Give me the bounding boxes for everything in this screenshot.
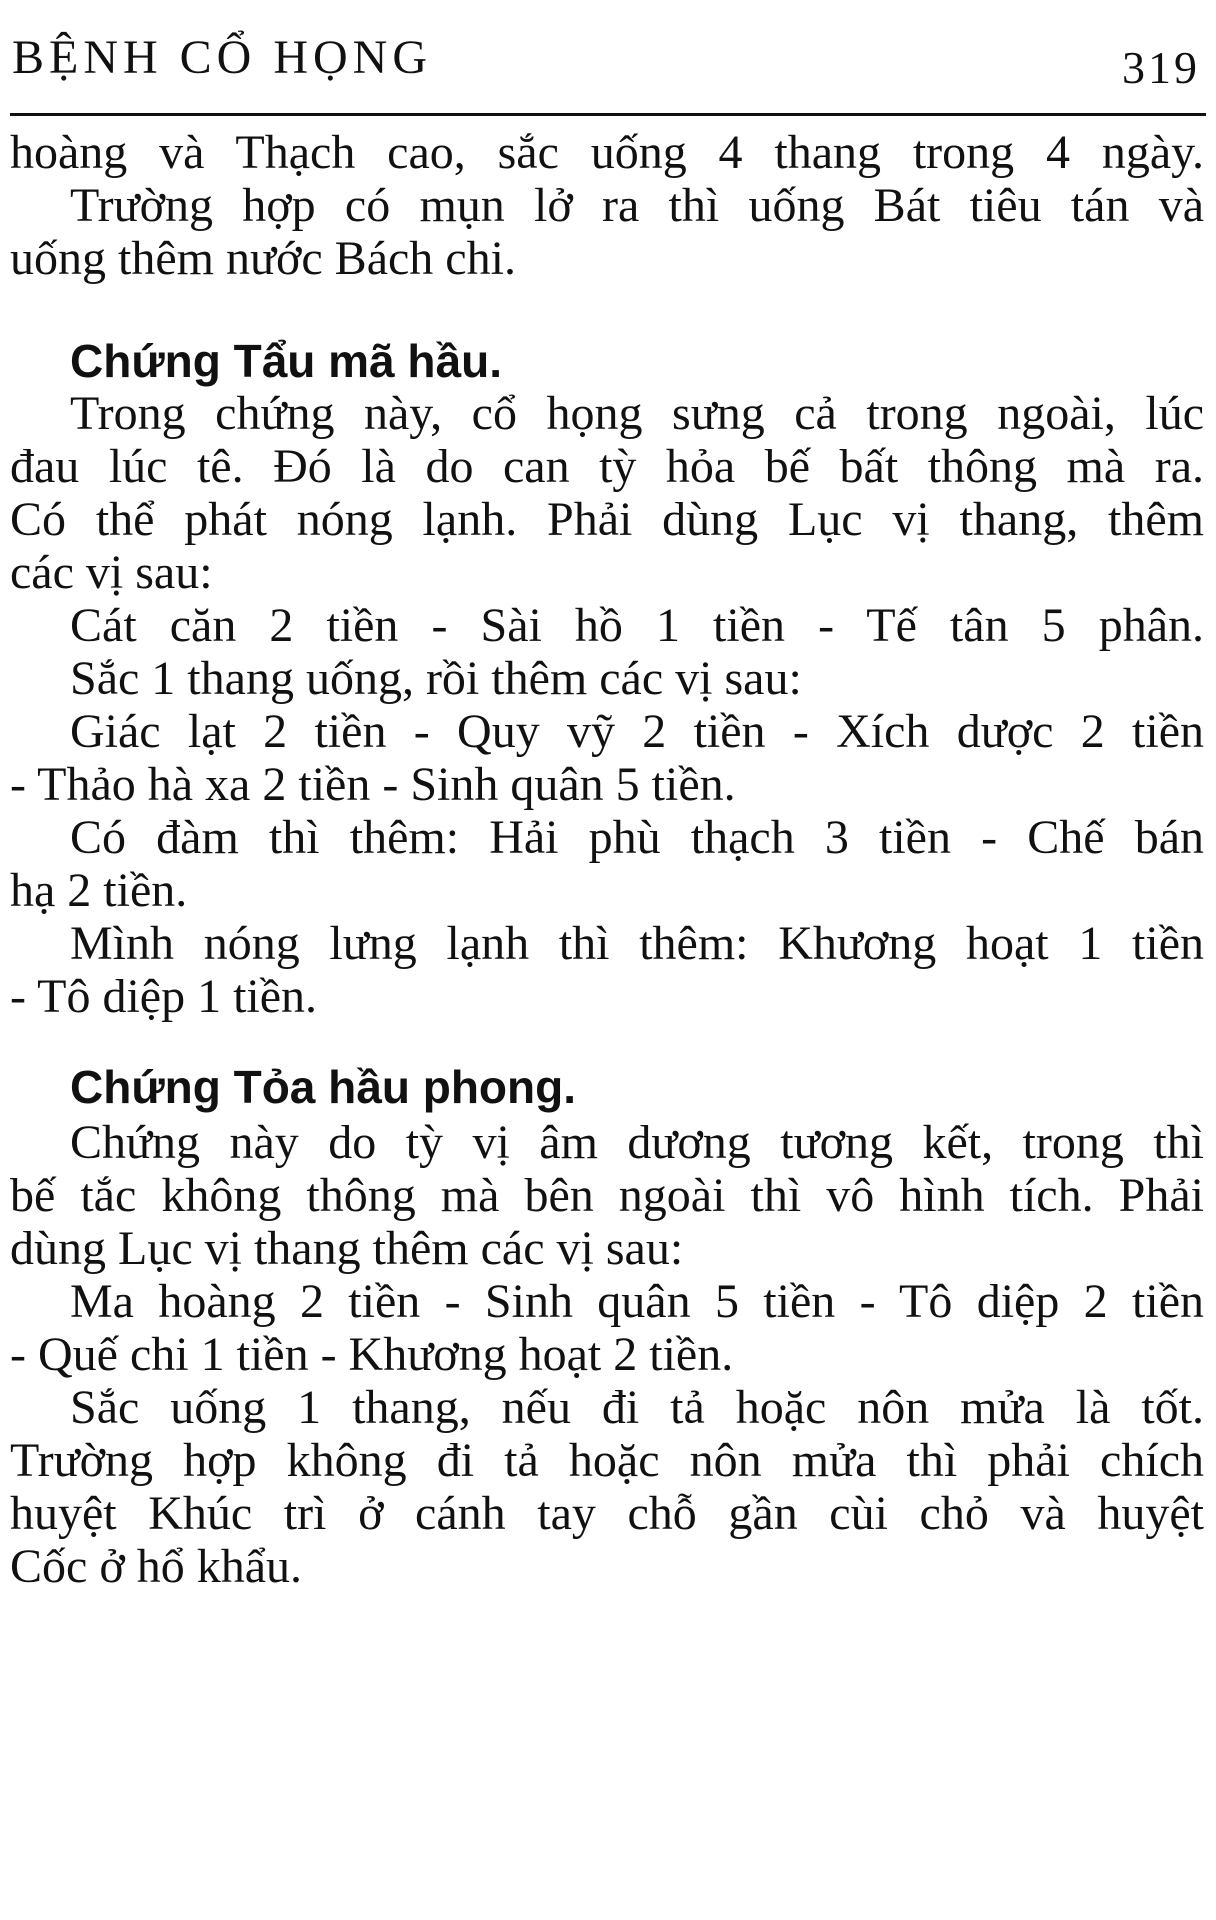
text-line: uống thêm nước Bách chi. — [10, 232, 516, 285]
section-heading: Chứng Tẩu mã hầu. — [70, 335, 502, 387]
text-line: Giác lạt 2 tiền - Quy vỹ 2 tiền - Xích dược 2 tiền — [70, 705, 1204, 758]
chapter-running-title: BỆNH CỔ HỌNG — [12, 31, 432, 84]
text-line: - Tô diệp 1 tiền. — [10, 970, 318, 1023]
text-line: Cát căn 2 tiền - Sài hồ 1 tiền - Tế tân 5 phân. — [70, 599, 1204, 652]
text-line: các vị sau: — [10, 546, 213, 599]
text-line: Trường hợp không đi tả hoặc nôn mửa thì phải chích — [10, 1434, 1204, 1487]
text-line: - Quế chi 1 tiền - Khương hoạt 2 tiền. — [10, 1328, 734, 1381]
text-line: Sắc uống 1 thang, nếu đi tả hoặc nôn mửa là tốt. — [70, 1381, 1204, 1434]
text-line: huyệt Khúc trì ở cánh tay chỗ gần cùi chỏ và huyệt — [10, 1487, 1204, 1540]
section-heading: Chứng Tỏa hầu phong. — [70, 1061, 576, 1113]
text-line: hoàng và Thạch cao, sắc uống 4 thang trong 4 ngày. — [10, 126, 1204, 179]
text-line: đau lúc tê. Đó là do can tỳ hỏa bế bất thông mà ra. — [10, 440, 1204, 493]
text-line: Trường hợp có mụn lở ra thì uống Bát tiêu tán và — [70, 179, 1204, 232]
text-line: bế tắc không thông mà bên ngoài thì vô hình tích. Phải — [10, 1169, 1204, 1222]
text-line: Chứng này do tỳ vị âm dương tương kết, trong thì — [70, 1116, 1204, 1169]
text-line: Mình nóng lưng lạnh thì thêm: Khương hoạt 1 tiền — [70, 917, 1204, 970]
text-line: Có đàm thì thêm: Hải phù thạch 3 tiền - Chế bán — [70, 811, 1204, 864]
text-line: Sắc 1 thang uống, rồi thêm các vị sau: — [70, 652, 802, 705]
text-line: Cốc ở hổ khẩu. — [10, 1540, 303, 1593]
running-header — [10, 28, 1202, 93]
page-number: 319 — [1122, 42, 1200, 93]
text-line: Trong chứng này, cổ họng sưng cả trong ngoài, lúc — [70, 387, 1204, 440]
text-line: Có thể phát nóng lạnh. Phải dùng Lục vị thang, thêm — [10, 493, 1204, 546]
header-rule — [10, 113, 1206, 116]
text-line: dùng Lục vị thang thêm các vị sau: — [10, 1222, 684, 1275]
text-line: - Thảo hà xa 2 tiền - Sinh quân 5 tiền. — [10, 758, 736, 811]
text-line: Ma hoàng 2 tiền - Sinh quân 5 tiền - Tô diệp 2 tiền — [70, 1275, 1204, 1328]
text-line: hạ 2 tiền. — [10, 864, 188, 917]
